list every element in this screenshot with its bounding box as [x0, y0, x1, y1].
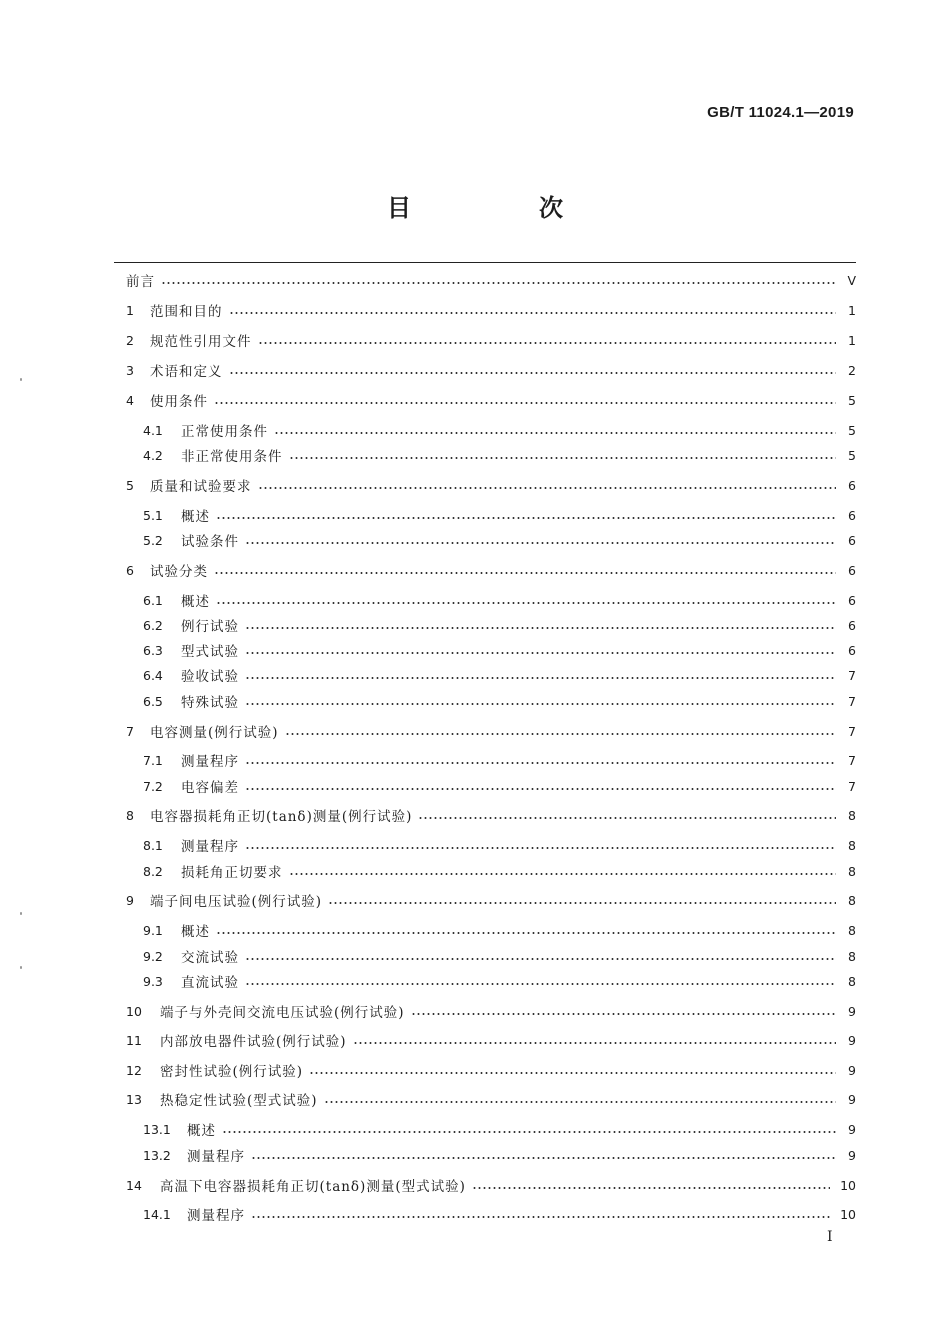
toc-entry-title: 概述 [181, 924, 210, 940]
dot-leader [245, 847, 836, 849]
toc-entry-title: 测量程序 [187, 1208, 245, 1224]
toc-entry-page: 9 [848, 1147, 856, 1163]
toc-entry-page: 10 [840, 1206, 856, 1222]
toc-entry-number: 9.2 [143, 948, 163, 964]
dot-leader [309, 1072, 836, 1074]
dot-leader [274, 432, 836, 434]
toc-entry [114, 359, 856, 381]
toc-entry [114, 1203, 856, 1225]
toc-entry-page: 7 [848, 693, 856, 709]
title-divider [114, 262, 856, 263]
dot-leader [324, 1101, 836, 1103]
toc-entry-page: 9 [848, 1121, 856, 1137]
toc-entry [114, 299, 856, 321]
toc-entry-page: 6 [848, 592, 856, 608]
standard-code: GB/T 11024.1—2019 [707, 104, 854, 121]
toc-entry-number: 7 [126, 723, 134, 739]
toc-entry-number: 5.2 [143, 532, 163, 548]
toc-entry [114, 720, 856, 742]
dot-leader [161, 282, 836, 284]
dot-leader [328, 902, 836, 904]
toc-entry-number: 9.3 [143, 973, 163, 989]
toc-entry-title: 试验分类 [150, 564, 208, 580]
toc-entry-page: 8 [848, 863, 856, 879]
toc-entry-number: 9 [126, 892, 134, 908]
toc-entry-title: 电容器损耗角正切(tanδ)测量(例行试验) [150, 809, 413, 825]
toc-entry-title: 规范性引用文件 [150, 334, 252, 350]
toc-entry-number: 6 [126, 562, 134, 578]
toc-entry [114, 1000, 856, 1022]
toc-entry-title: 端子与外壳间交流电压试验(例行试验) [160, 1005, 405, 1021]
toc-entry [114, 919, 856, 941]
toc-entry [114, 1088, 856, 1110]
dot-leader [214, 402, 836, 404]
toc-entry [114, 529, 856, 551]
toc-entry-page: 5 [848, 447, 856, 463]
toc-entry-number: 13 [126, 1091, 142, 1107]
toc-entry-title: 特殊试验 [181, 695, 239, 711]
toc-entry-number: 2 [126, 332, 134, 348]
toc-entry-title: 密封性试验(例行试验) [160, 1064, 304, 1080]
toc-entry-title: 高温下电容器损耗角正切(tanδ)测量(型式试验) [160, 1179, 466, 1195]
dot-leader [245, 677, 836, 679]
toc-entry-number: 11 [126, 1032, 142, 1048]
dot-leader [245, 958, 836, 960]
toc-entry-title: 内部放电器件试验(例行试验) [160, 1034, 347, 1050]
toc-entry-page: 9 [848, 1032, 856, 1048]
toc-entry-page: 5 [848, 392, 856, 408]
scan-speck [20, 966, 22, 969]
dot-leader [289, 873, 837, 875]
toc-entry-number: 4 [126, 392, 134, 408]
toc-entry-page: 6 [848, 562, 856, 578]
dot-leader [472, 1187, 830, 1189]
toc-entry [114, 1174, 856, 1196]
dot-leader [216, 602, 836, 604]
toc-entry-page: 6 [848, 477, 856, 493]
scan-speck [20, 912, 22, 915]
toc-entry-title: 概述 [181, 509, 210, 525]
toc-entry [114, 834, 856, 856]
dot-leader [285, 733, 836, 735]
toc-entry-title: 范围和目的 [150, 304, 223, 320]
dot-leader [216, 517, 836, 519]
toc-entry-number: 12 [126, 1062, 142, 1078]
toc-entry-number: 6.5 [143, 693, 163, 709]
toc-entry-number: 7.2 [143, 778, 163, 794]
toc-entry-title: 电容偏差 [181, 780, 239, 796]
toc-entry-page: 8 [848, 948, 856, 964]
dot-leader [418, 817, 836, 819]
toc-entry-page: 9 [848, 1091, 856, 1107]
dot-leader [214, 572, 836, 574]
toc-entry-number: 7.1 [143, 752, 163, 768]
toc-entry-page: 1 [848, 332, 856, 348]
dot-leader [245, 652, 836, 654]
dot-leader [411, 1013, 836, 1015]
toc-entry-number: 8.2 [143, 863, 163, 879]
toc-entry [114, 444, 856, 466]
toc-entry-page: 8 [848, 807, 856, 823]
toc-entry-page: 1 [848, 302, 856, 318]
toc-entry [114, 504, 856, 526]
toc-entry-number: 8.1 [143, 837, 163, 853]
toc-entry [114, 970, 856, 992]
dot-leader [216, 932, 836, 934]
toc-entry-title: 前言 [126, 274, 155, 290]
toc-entry-page: V [847, 272, 856, 288]
dot-leader [245, 983, 836, 985]
toc-entry [114, 329, 856, 351]
toc-entry-title: 损耗角正切要求 [181, 865, 283, 881]
toc-entry-title: 测量程序 [181, 754, 239, 770]
toc-entry-number: 10 [126, 1003, 142, 1019]
toc-entry-number: 6.4 [143, 667, 163, 683]
toc-entry-number: 1 [126, 302, 134, 318]
toc-entry-page: 5 [848, 422, 856, 438]
toc-entry [114, 775, 856, 797]
footer-page-number: I [827, 1229, 833, 1245]
dot-leader [251, 1216, 830, 1218]
page-title: 目 次 [387, 193, 615, 222]
toc-entry-number: 9.1 [143, 922, 163, 938]
dot-leader [353, 1042, 836, 1044]
toc-entry [114, 1118, 856, 1140]
toc-entry-title: 电容测量(例行试验) [150, 725, 279, 741]
toc-entry-page: 2 [848, 362, 856, 378]
toc-entry [114, 269, 856, 291]
toc-entry [114, 559, 856, 581]
toc-entry [114, 614, 856, 636]
toc-entry-number: 5.1 [143, 507, 163, 523]
toc-entry [114, 1059, 856, 1081]
toc-entry [114, 1029, 856, 1051]
scan-speck [20, 378, 22, 381]
dot-leader [245, 703, 836, 705]
toc-entry [114, 639, 856, 661]
toc-entry-page: 8 [848, 922, 856, 938]
toc-entry-page: 9 [848, 1062, 856, 1078]
toc-entry-number: 5 [126, 477, 134, 493]
toc-entry-title: 概述 [181, 594, 210, 610]
toc-entry-page: 6 [848, 617, 856, 633]
dot-leader [245, 627, 836, 629]
toc-entry-page: 8 [848, 973, 856, 989]
toc-entry-page: 8 [848, 892, 856, 908]
dot-leader [245, 762, 836, 764]
toc-entry-page: 7 [848, 667, 856, 683]
toc-entry-page: 6 [848, 507, 856, 523]
toc-entry [114, 804, 856, 826]
toc-entry-title: 测量程序 [181, 839, 239, 855]
toc-entry-page: 8 [848, 837, 856, 853]
toc-entry-number: 3 [126, 362, 134, 378]
toc-entry-page: 6 [848, 532, 856, 548]
dot-leader [258, 487, 837, 489]
dot-leader [229, 312, 837, 314]
toc-entry [114, 889, 856, 911]
toc-entry-number: 8 [126, 807, 134, 823]
toc-entry [114, 664, 856, 686]
toc-entry-title: 验收试验 [181, 669, 239, 685]
toc-entry [114, 1144, 856, 1166]
toc-entry-title: 非正常使用条件 [181, 449, 283, 465]
toc-entry-page: 9 [848, 1003, 856, 1019]
dot-leader [245, 542, 836, 544]
dot-leader [258, 342, 837, 344]
toc-entry-number: 14.1 [143, 1206, 171, 1222]
toc-entry-title: 质量和试验要求 [150, 479, 252, 495]
dot-leader [251, 1157, 836, 1159]
toc-entry-number: 13.2 [143, 1147, 171, 1163]
toc-entry-number: 13.1 [143, 1121, 171, 1137]
toc-entry-title: 概述 [187, 1123, 216, 1139]
toc-entry [114, 589, 856, 611]
toc-entry-title: 正常使用条件 [181, 424, 268, 440]
toc-entry-page: 6 [848, 642, 856, 658]
dot-leader [229, 372, 837, 374]
toc-entry-page: 7 [848, 723, 856, 739]
toc-entry [114, 860, 856, 882]
toc-entry-title: 测量程序 [187, 1149, 245, 1165]
toc-entry [114, 419, 856, 441]
dot-leader [245, 788, 836, 790]
toc-entry-number: 4.1 [143, 422, 163, 438]
toc-entry-title: 热稳定性试验(型式试验) [160, 1093, 318, 1109]
dot-leader [222, 1131, 836, 1133]
toc-entry-page: 7 [848, 778, 856, 794]
toc-entry [114, 749, 856, 771]
toc-entry-number: 6.3 [143, 642, 163, 658]
toc-entry-page: 7 [848, 752, 856, 768]
toc-entry-title: 型式试验 [181, 644, 239, 660]
toc-entry-title: 使用条件 [150, 394, 208, 410]
toc-entry-page: 10 [840, 1177, 856, 1193]
toc-entry-number: 4.2 [143, 447, 163, 463]
toc-entry [114, 389, 856, 411]
dot-leader [289, 457, 837, 459]
toc-entry-number: 6.2 [143, 617, 163, 633]
toc-entry-title: 交流试验 [181, 950, 239, 966]
toc-entry-title: 直流试验 [181, 975, 239, 991]
toc-entry [114, 474, 856, 496]
toc-entry [114, 945, 856, 967]
toc-entry-title: 试验条件 [181, 534, 239, 550]
toc-entry-title: 端子间电压试验(例行试验) [150, 894, 323, 910]
toc-entry-number: 14 [126, 1177, 142, 1193]
toc-entry-title: 例行试验 [181, 619, 239, 635]
toc-entry-number: 6.1 [143, 592, 163, 608]
toc-entry-title: 术语和定义 [150, 364, 223, 380]
toc-entry [114, 690, 856, 712]
